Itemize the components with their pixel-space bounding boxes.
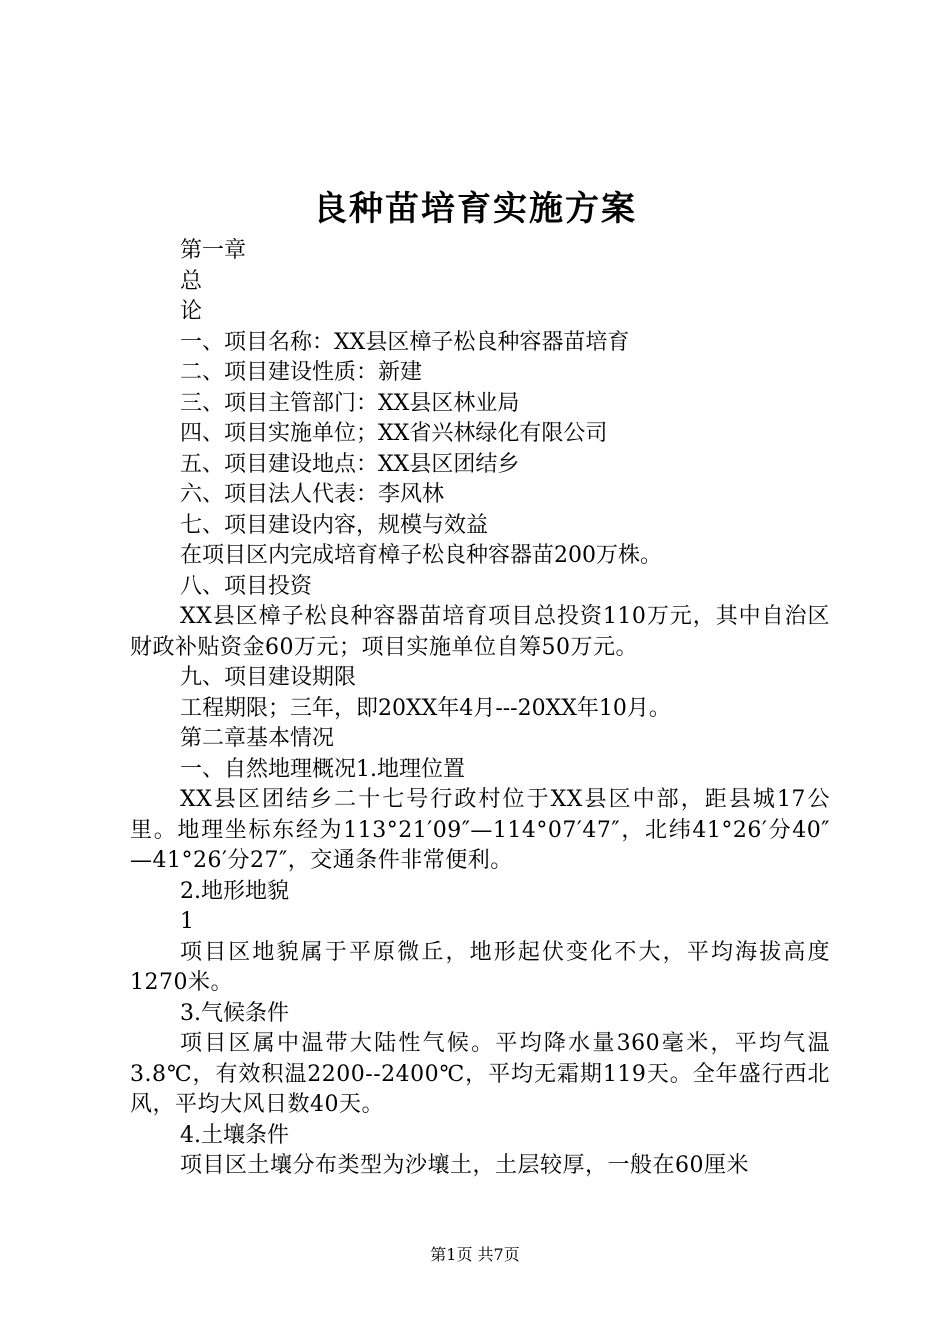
location-paragraph: XX县区团结乡二十七号行政村位于XX县区中部，距县城17公里。地理坐标东经为113°21′09″—114°07′47″，北纬41°26′分40″—41°26′分27″，交通条件非常便利。 [130,787,830,873]
heading-terrain: 2.地形地貌 [180,878,289,904]
page-marker: 1 [180,909,194,934]
document-body [130,236,830,1182]
item-project-name: 一、项目名称：XX县区樟子松良种容器苗培育 [180,329,630,355]
item-legal-representative: 六、项目法人代表：李风林 [180,482,445,507]
item-implementing-unit: 四、项目实施单位；XX省兴林绿化有限公司 [180,421,608,446]
section-natural-geography: 一、自然地理概况1.地理位置 [180,756,465,782]
item-investment: 八、项目投资 [180,573,313,599]
heading-soil: 4.土壤条件 [180,1122,289,1148]
item-supervising-department: 三、项目主管部门：XX县区林业局 [180,390,520,416]
heading-climate: 3.气候条件 [180,1000,289,1026]
chapter-one-heading: 第一章 [180,238,247,263]
page-footer: 第1页 共7页 [430,1245,520,1264]
chapter-one-title-part-1: 总 [180,268,203,294]
climate-paragraph: 项目区属中温带大陆性气候。平均降水量360毫米，平均气温3.8℃，有效积温2200--2400℃，平均无霜期119天。全年盛行西北风，平均大风日数40天。 [130,1031,830,1117]
chapter-one-title-part-2: 论 [180,299,203,324]
chapter-two-heading: 第二章基本情况 [180,726,335,751]
construction-period-text: 工程期限；三年，即20XX年4月---20XX年10月。 [180,695,671,721]
item-construction-content: 七、项目建设内容，规模与效益 [180,512,489,538]
terrain-paragraph: 项目区地貌属于平原微丘，地形起伏变化不大，平均海拔高度1270米。 [130,939,830,995]
construction-content-text: 在项目区内完成培育樟子松良种容器苗200万株。 [180,543,662,568]
soil-paragraph: 项目区土壤分布类型为沙壤土，土层较厚，一般在60厘米 [180,1153,749,1178]
document-title: 良种苗培育实施方案 [313,189,637,229]
item-construction-nature: 二、项目建设性质：新建 [180,360,423,385]
item-construction-site: 五、项目建设地点：XX县区团结乡 [180,451,520,477]
investment-paragraph: XX县区樟子松良种容器苗培育项目总投资110万元，其中自治区财政补贴资金60万元；项目实施单位自筹50万元。 [130,604,830,660]
item-construction-period: 九、项目建设期限 [180,665,357,690]
